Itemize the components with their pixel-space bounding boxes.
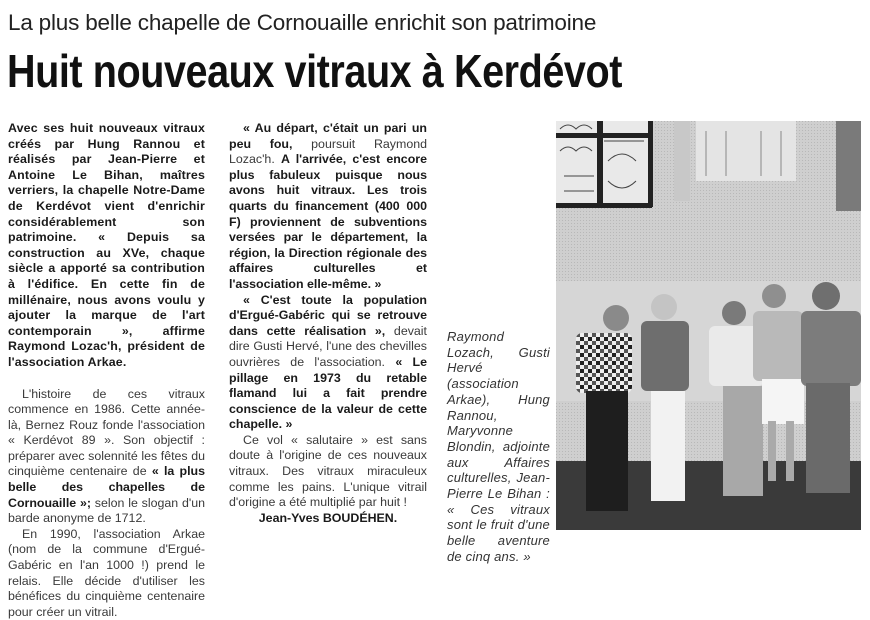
article-lead: Avec ses huit nouveaux vitraux créés par Hung Rannou et réalisés par Jean-Pierre et Antoine Le Bihan, maîtres verriers, la chapelle Notre-Dame de Kerdévot vient d'enrichir considérablement son patrimoine. « Depuis sa construction au XVe, chaque siècle a apporté sa contribution à l'édifice. En cette fin de millénaire, nous avons voulu y ajouter la marque de l'art contemporain », affirme Raymond Lozac'h, président de l'association Arkae. (8, 121, 205, 369)
article-column-2-content (229, 121, 427, 526)
paragraph-quote-population: « C'est toute la population d'Ergué-Gabéric qui se retrouve dans cette réalisation », devait dire Gusti Hervé, l'une des chevilles ouvrières de l'association. « Le pillage en 1973 du retable flamand lui a fait prendre conscience de la valeur de cette chapelle. » (229, 292, 428, 432)
paragraph-arkae: En 1990, l'association Arkae (nom de la commune d'Ergué-Gabéric en l'an 1000 !) prend le relais. Elle décide d'utiliser les bénéfices du cinquième centenaire pour créer un vitrail. (8, 526, 205, 619)
photo-caption: Raymond Lozach, Gusti Hervé (association Arkae), Hung Rannou, Maryvonne Blondin, adjointe aux Affaires culturelles, Jean-Pierre Le Bihan : « Ces vitraux sont le fruit d'une belle aventure de cinq ans. » (447, 329, 550, 564)
article-kicker: La plus belle chapelle de Cornouaille enrichit son patrimoine (8, 10, 597, 35)
photo-illustration (556, 121, 861, 530)
article-headline: Huit nouveaux vitraux à Kerdévot (7, 45, 622, 97)
paragraph-conclusion: Ce vol « salutaire » est sans doute à l'origine de ces nouveaux vitraux. Des vitraux miraculeux comme les pains. L'unique vitrail d'origine a été multiplié par huit ! (229, 432, 427, 510)
article-photo (556, 121, 861, 530)
byline: Jean-Yves BOUDÉHEN. (258, 510, 398, 525)
paragraph-history: L'histoire de ces vitraux commence en 1986. Cette année-là, Bernez Rouz fonde l'association « Kerdévot 89 ». Son objectif : préparer avec solennité les fêtes du cinquième centenaire de « la plus belle des chapelles de Cornouaille »; selon le slogan d'un barde anonyme de 1712. (8, 386, 205, 526)
paragraph-quote-depart: « Au départ, c'était un pari un peu fou, poursuit Raymond Lozac'h. A l'arrivée, c'est encore plus fabuleux puisque nous avons huit vitraux. Les trois quarts du financement (400 000 F) proviennent de subventions versées par le département, la région, la Direction régionale des affaires culturelles et l'association elle-même. » (229, 121, 427, 291)
article-column-1 (8, 121, 205, 620)
